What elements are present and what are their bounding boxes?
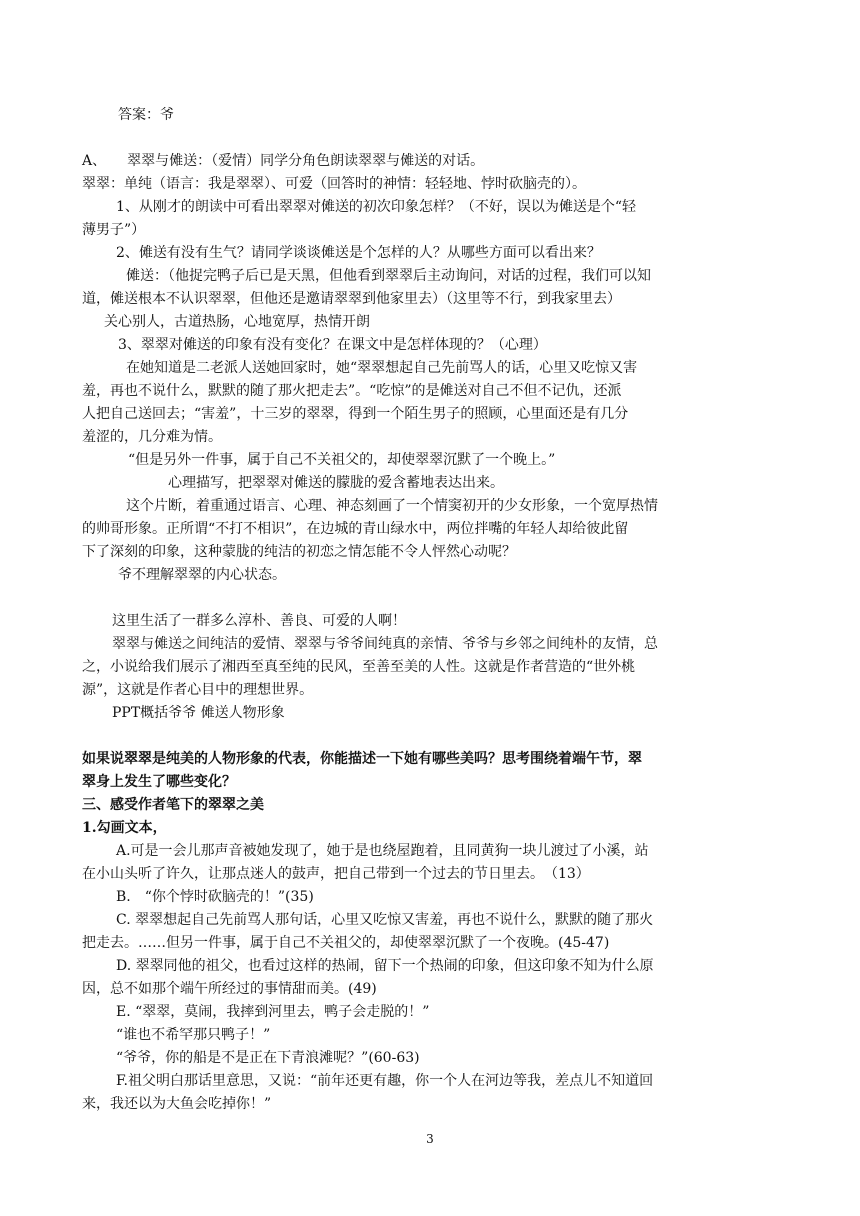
text-line: 道，傩送根本不认识翠翠，但他还是邀请翠翠到他家里去）（这里等不行，到我家里去）	[82, 291, 621, 307]
section-a-heading: A、 翠翠与傩送：（爱情）同学分角色朗读翠翠与傩送的对话。	[82, 153, 485, 169]
answer-line: 答案：爷	[118, 107, 174, 123]
text-line: 的帅哥形象。正所谓“不打不相识”，在边城的青山绿水中，两位拌嘴的年轻人却给彼此留	[82, 521, 629, 537]
text-line: 傩送：（他捉完鸭子后已是天黑，但他看到翠翠后主动询问，对话的过程，我们可以知	[126, 268, 651, 284]
bold-question: 如果说翠翠是纯美的人物形象的代表，你能描述一下她有哪些美吗？思考围绕着端午节，翠	[82, 751, 642, 767]
text-line: 在她知道是二老派人送她回家时，她“翠翠想起自己先前骂人的话，心里又吃惊又害	[126, 360, 638, 376]
question-1: 1、从刚才的朗读中可看出翠翠对傩送的初次印象怎样？（不好，误以为傩送是个“轻	[116, 199, 637, 215]
text-line: 羞涩的，几分难为情。	[82, 429, 222, 445]
text-line: 之，小说给我们展示了湘西至真至纯的民风，至善至美的人性。这就是作者营造的“世外桃	[82, 659, 636, 675]
question-3: 3、翠翠对傩送的印象有没有变化？在课文中是怎样体现的？（心理）	[118, 337, 547, 353]
ppt-note: PPT概括爷爷 傩送人物形象	[112, 705, 285, 721]
text-line: 翠翠：单纯（语言：我是翠翠）、可爱（回答时的神情：轻轻地、悖时砍脑壳的）。	[82, 176, 586, 192]
text-line: 这里生活了一群多么淳朴、善良、可爱的人啊！	[112, 613, 406, 629]
text-line: A.可是一会儿那声音被她发现了，她于是也绕屋跑着，且同黄狗一块儿渡过了小溪，站	[116, 843, 649, 859]
text-line: 这个片断，着重通过语言、心理、神态刻画了一个情窦初开的少女形象，一个宽厚热情	[126, 498, 658, 514]
quote-line: “但是另外一件事，属于自己不关祖父的，却使翠翠沉默了一个晚上。”	[128, 452, 556, 468]
text-line: 爷不理解翠翠的内心状态。	[118, 567, 286, 583]
text-line: 羞，再也不说什么，默默的随了那火把走去”。“吃惊”的是傩送对自己不但不记仇，还派	[82, 383, 622, 399]
question-2: 2、傩送有没有生气？请同学谈谈傩送是个怎样的人？从哪些方面可以看出来？	[116, 245, 601, 261]
text-line: 来，我还以为大鱼会吃掉你！”	[82, 1096, 272, 1112]
text-line: 薄男子”）	[82, 222, 146, 238]
text-line: C. 翠翠想起自己先前骂人那句话，心里又吃惊又害羞，再也不说什么，默默的随了那火	[116, 912, 654, 928]
text-line: 翠翠与傩送之间纯洁的爱情、翠翠与爷爷间纯真的亲情、爷爷与乡邻之间纯朴的友情，总	[112, 636, 658, 652]
page-number: 3	[426, 1132, 434, 1146]
text-line: 把走去。……但另一件事，属于自己不关祖父的，却使翠翠沉默了一个夜晚。(45-47)	[82, 935, 610, 951]
text-line: F.祖父明白那话里意思，又说：“前年还更有趣，你一个人在河边等我，差点儿不知道回	[116, 1073, 654, 1089]
text-line: “爷爷，你的船是不是正在下青浪滩呢？”(60-63)	[116, 1050, 420, 1066]
text-line: 关心别人，古道热肠，心地宽厚，热情开朗	[104, 314, 370, 330]
text-line: “谁也不希罕那只鸭子！”	[116, 1027, 271, 1043]
text-line: 心理描写，把翠翠对傩送的朦胧的爱含蓄地表达出来。	[168, 475, 504, 491]
text-line: 源”，这就是作者心目中的理想世界。	[82, 682, 314, 698]
text-line: 在小山头听了许久，让那点迷人的鼓声，把自己带到一个过去的节日里去。 （13）	[82, 866, 590, 882]
bold-question: 翠身上发生了哪些变化？	[82, 774, 236, 790]
text-line: D. 翠翠同他的祖父，也看过这样的热闹，留下一个热闹的印象，但这印象不知为什么原	[116, 958, 654, 974]
subheading: 1.勾画文本，	[82, 820, 167, 836]
text-line: 人把自己送回去；“害羞”，十三岁的翠翠，得到一个陌生男子的照顾，心里面还是有几分	[82, 406, 629, 422]
text-line: 因，总不如那个端午所经过的事情甜而美。(49)	[82, 981, 377, 997]
text-line: B. “你个悖时砍脑壳的！”(35)	[116, 889, 314, 905]
text-line: 下了深刻的印象，这种蒙胧的纯洁的初恋之情怎能不令人怦然心动呢？	[82, 544, 516, 560]
text-line: E. “翠翠，莫闹，我摔到河里去，鸭子会走脱的！”	[116, 1004, 430, 1020]
section-3-heading: 三、感受作者笔下的翠翠之美	[82, 797, 264, 813]
